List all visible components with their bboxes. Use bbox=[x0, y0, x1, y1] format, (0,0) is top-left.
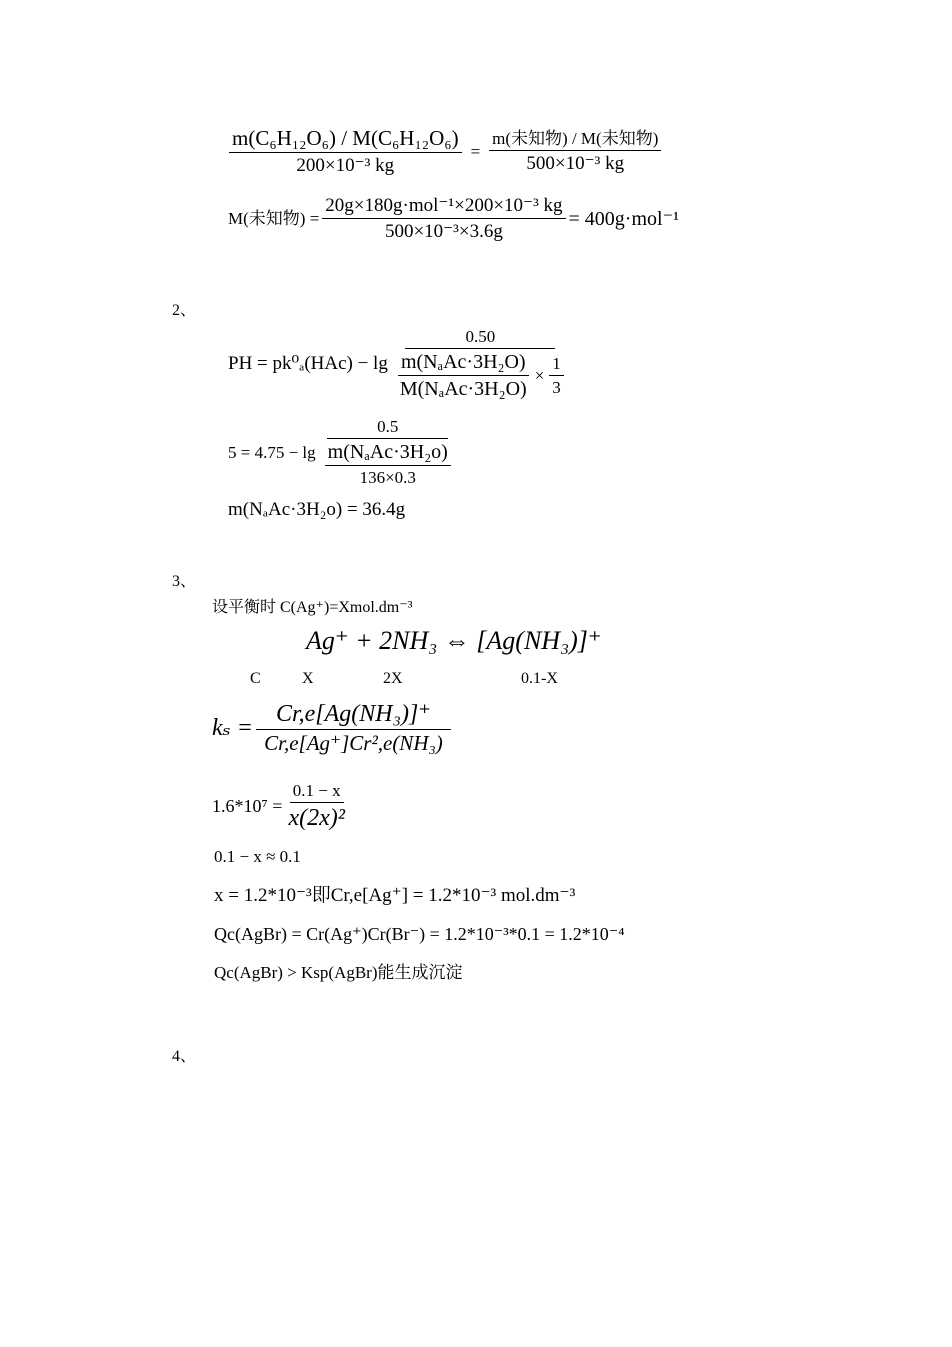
q1-equation-2 bbox=[228, 196, 679, 241]
q3-row-01x: 0.1-X bbox=[521, 670, 558, 687]
q3-result: x = 1.2*10⁻³即Cr,e[Ag⁺] = 1.2*10⁻³ mol.dm⁻³ bbox=[214, 885, 576, 906]
q2-equation-3: m(NₐAc·3H₂o) = 36.4g bbox=[228, 499, 406, 520]
q2-eq2-fraction bbox=[319, 418, 457, 486]
q2-eq1-inner-fraction bbox=[397, 352, 530, 399]
q2-eq2-denominator bbox=[319, 439, 457, 486]
q1-eq2-lhs: M(未知物) = bbox=[228, 209, 320, 228]
q1-eq1-right-fraction bbox=[489, 130, 661, 173]
q3-row-c: C bbox=[250, 670, 261, 687]
q1-equation-1: $\frac{\text{m(C₆H₁₂O₆) / M(C₆H₁₂O₆)}}{\text{200×10⁻³ kg}}$ = $\frac{\text{m(未知物) / M(未知物)}}{\text{500×10⁻³ kg}}$ bbox=[226, 128, 664, 175]
q1-eq2-rhs: = 400g·mol⁻¹ bbox=[568, 207, 680, 230]
q2-label: 2、 bbox=[172, 302, 197, 319]
q2-eq2-inner-numerator: m(NₐAc·3H₂o) bbox=[325, 442, 451, 466]
q2-eq2-inner-fraction bbox=[325, 442, 451, 486]
q2-eq1-third-denominator: 3 bbox=[552, 378, 561, 397]
q3-row-x: X bbox=[302, 670, 314, 687]
q3-row-2x: 2X bbox=[383, 670, 403, 687]
q1-eq1-right-denominator: 500×10⁻³ kg bbox=[526, 153, 625, 174]
q2-eq1-inner-numerator: m(NₐAc·3H₂O) bbox=[398, 352, 529, 376]
q3-equation-a bbox=[212, 782, 351, 830]
q2-equation-1 bbox=[228, 328, 573, 399]
q3-intro: 设平衡时 C(Ag⁺)=Xmol.dm⁻³ bbox=[212, 599, 413, 616]
q2-eq1-denominator: $\frac{\text{m(NₐAc·3H₂O)}}{\text{M(NₐAc·3H₂O)}}$ × $\frac{1}{3}$ bbox=[391, 349, 570, 399]
q3-eq-a-fraction bbox=[285, 782, 347, 830]
q1-eq1-left-fraction bbox=[229, 128, 462, 175]
q3-qc: Qc(AgBr) = Cr(Ag⁺)Cr(Br⁻) = 1.2*10⁻³*0.1 = 1.2*10⁻⁴ bbox=[214, 924, 625, 944]
q2-eq2-inner-denominator: 136×0.3 bbox=[359, 468, 416, 487]
q3-ks-denominator: Cr,e[Ag⁺]Cr²,e(NH₃) bbox=[264, 731, 443, 755]
q2-eq1-third-numerator: 1 bbox=[549, 355, 564, 376]
q3-eq-a-lhs: 1.6*10⁷ = bbox=[212, 796, 283, 816]
q1-eq2-fraction bbox=[322, 196, 565, 241]
q3-conclusion: Qc(AgBr) > Ksp(AgBr)能生成沉淀 bbox=[214, 963, 463, 982]
q3-ks-fraction bbox=[256, 702, 451, 754]
q3-reaction: Ag⁺ + 2NH₃ ⇔ [Ag(NH₃)]⁺ bbox=[306, 626, 602, 655]
q2-eq2-lhs: 5 = 4.75 − lg bbox=[228, 442, 316, 462]
q1-eq1-left-denominator: 200×10⁻³ kg bbox=[296, 155, 395, 176]
q1-eq1-right-numerator: m(未知物) / M(未知物) bbox=[489, 130, 661, 151]
q3-label: 3、 bbox=[172, 573, 197, 590]
q3-ks-numerator: Cr,e[Ag(NH₃)]⁺ bbox=[256, 702, 451, 730]
q3-ks-equation bbox=[212, 702, 454, 754]
q2-eq1-third-fraction bbox=[549, 355, 564, 396]
q1-eq2-numerator: 20g×180g·mol⁻¹×200×10⁻³ kg bbox=[322, 196, 565, 219]
q3-ks-lhs: kₛ = bbox=[212, 715, 253, 741]
q2-equation-2 bbox=[228, 418, 460, 486]
q3-eq-a-denominator: x(2x)² bbox=[288, 805, 345, 831]
q4-label: 4、 bbox=[172, 1048, 197, 1065]
q2-eq2-numerator: 0.5 bbox=[327, 418, 448, 439]
q1-eq2-denominator: 500×10⁻³×3.6g bbox=[384, 221, 503, 242]
q2-eq1-fraction bbox=[391, 328, 570, 399]
q2-eq1-inner-denominator: M(NₐAc·3H₂O) bbox=[399, 378, 527, 400]
q2-eq1-lhs: PH = pk⁰ₐ(HAc) − lg bbox=[228, 353, 388, 374]
q2-eq1-numerator: 0.50 bbox=[405, 328, 555, 349]
q3-eq-a-numerator: 0.1 − x bbox=[290, 782, 344, 803]
q3-approx: 0.1 − x ≈ 0.1 bbox=[214, 847, 301, 866]
q1-eq1-left-numerator: m(C₆H₁₂O₆) / M(C₆H₁₂O₆) bbox=[229, 128, 462, 153]
